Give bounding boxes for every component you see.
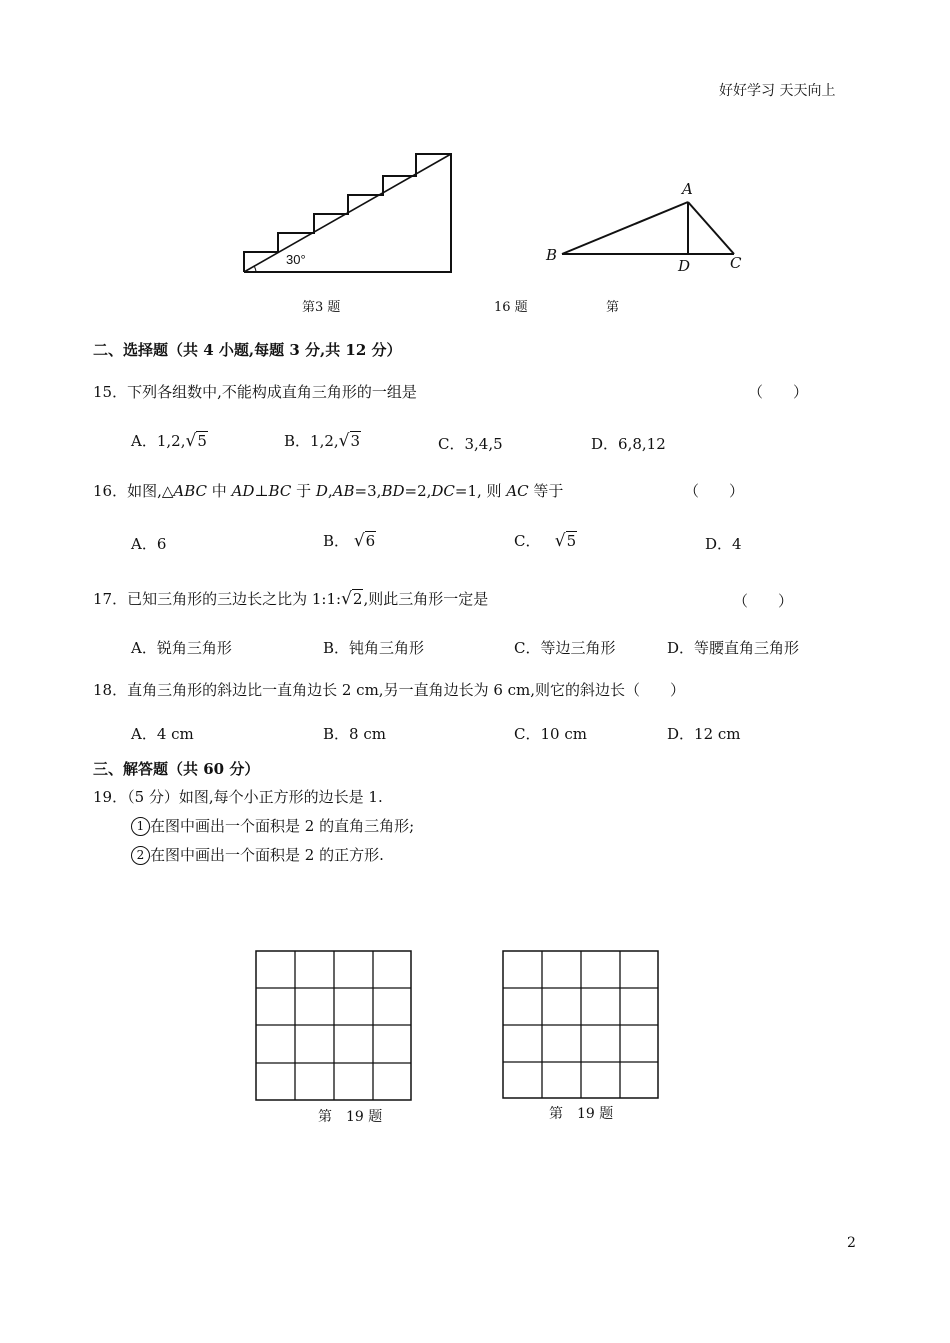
grid-right-caption: 第 19 题: [549, 1106, 614, 1122]
q15-option-c: C．3,4,5: [438, 435, 503, 453]
q15-number: 15．: [93, 383, 128, 401]
triangle-caption-di: 第: [606, 300, 620, 315]
triangle-abc-figure: [540, 178, 760, 278]
grid-right[interactable]: [502, 950, 660, 1102]
page-number: 2: [847, 1235, 856, 1251]
stairs-figure: [238, 148, 458, 278]
page-header: 好好学习 天天向上: [719, 83, 836, 99]
q15-option-d: D．6,8,12: [591, 435, 666, 453]
label-c: C: [730, 254, 742, 272]
q15-paren: （ ）: [748, 383, 809, 401]
stairs-angle-label: 30°: [286, 252, 306, 267]
q17-option-c: C．等边三角形: [514, 639, 616, 657]
q17-stem: 17．已知三角形的三边长之比为 1:1:√2,则此三角形一定是: [93, 589, 489, 609]
q19-line2: 1 在图中画出一个面积是 2 的直角三角形;: [131, 815, 414, 836]
q17-option-d: D．等腰直角三角形: [667, 639, 800, 657]
label-b: B: [546, 246, 558, 264]
q16-option-b: B． √6: [323, 531, 376, 551]
q18-option-c: C．10 cm: [514, 725, 587, 743]
q17-option-b: B．钝角三角形: [323, 639, 425, 657]
q16-paren: （ ）: [684, 482, 745, 500]
label-a: A: [682, 180, 693, 198]
q15-option-b: B．1,2,√3: [284, 431, 361, 451]
q18-option-b: B．8 cm: [323, 725, 386, 743]
grid-left[interactable]: [255, 950, 413, 1102]
q15-text: 下列各组数中,不能构成直角三角形的一组是: [127, 383, 417, 401]
q16-option-a: A．6: [131, 535, 167, 553]
circled-number-1: 1: [131, 817, 150, 836]
q18-option-d: D．12 cm: [667, 725, 741, 743]
q19-line1: 19．（5 分）如图,每个小正方形的边长是 1.: [93, 788, 383, 806]
q16-stem: 16．如图,△ABC 中 AD⊥BC 于 D,AB=3,BD=2,DC=1, 则 AC 等于: [93, 482, 564, 500]
grid-left-caption: 第 19 题: [318, 1109, 383, 1125]
q18-option-a: A．4 cm: [131, 725, 194, 743]
q15-option-a: A．1,2,√5: [131, 431, 207, 451]
triangle-caption-number: 16 题: [494, 300, 528, 315]
q15-stem: [93, 381, 417, 402]
q18-stem: 18．直角三角形的斜边比一直角边长 2 cm,另一直角边长为 6 cm,则它的斜边长（ ）: [93, 681, 686, 699]
q16-option-c: C． √5: [514, 531, 577, 551]
q17-option-a: A．锐角三角形: [131, 639, 232, 657]
label-d: D: [678, 257, 691, 275]
stairs-caption: 第3 题: [302, 300, 341, 315]
circled-number-2: 2: [131, 846, 150, 865]
q17-paren: （ ）: [733, 592, 794, 610]
section3-title: 三、解答题（共 60 分）: [93, 760, 260, 778]
q16-option-d: D．4: [705, 535, 742, 553]
section2-title: 二、选择题（共 4 小题,每题 3 分,共 12 分）: [93, 341, 402, 359]
q19-line3: 2 在图中画出一个面积是 2 的正方形.: [131, 844, 384, 865]
